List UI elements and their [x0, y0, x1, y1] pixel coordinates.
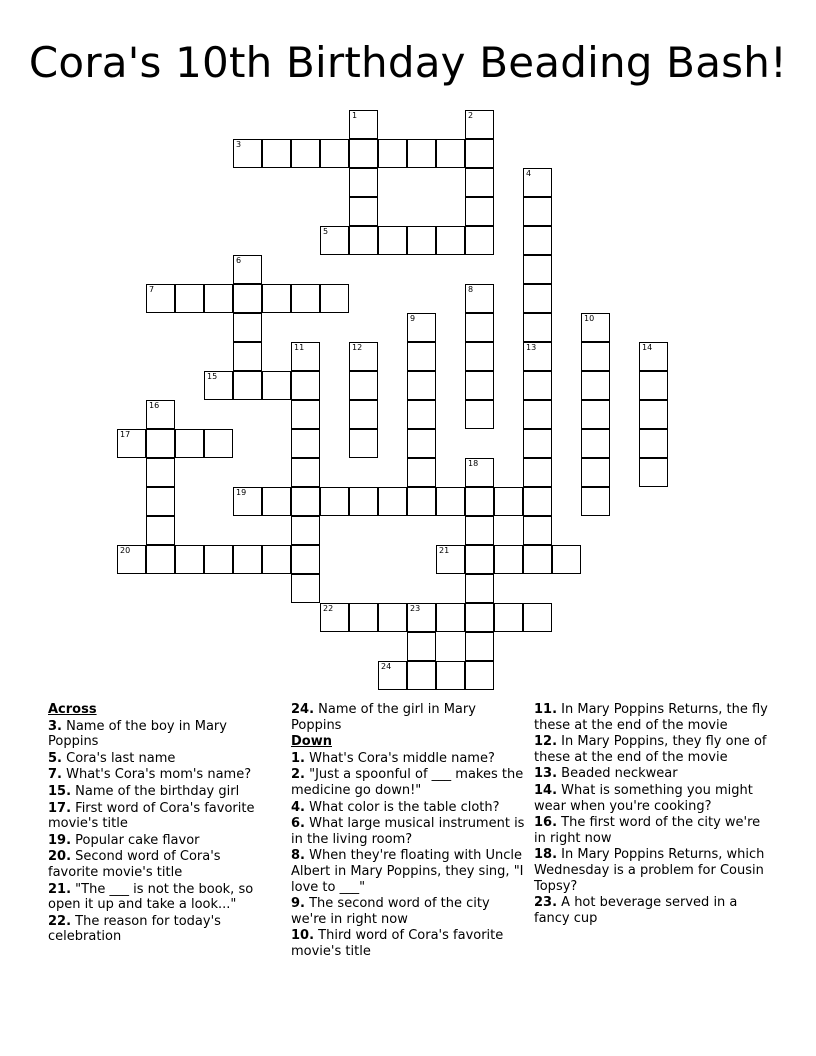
grid-cell[interactable] — [233, 255, 262, 284]
clue-text: When they're floating with Uncle Albert in Mary Poppins, they sing, "I love to ___" — [291, 848, 524, 895]
down-clue — [534, 766, 770, 782]
across-clue — [48, 801, 274, 832]
grid-cell[interactable] — [407, 603, 436, 632]
clue-number: 4. — [291, 799, 305, 815]
grid-cell[interactable] — [204, 371, 233, 400]
across-clue-list-continued — [291, 702, 527, 733]
grid-cell[interactable] — [581, 487, 610, 516]
down-clue — [534, 895, 770, 926]
grid-cell[interactable] — [465, 516, 494, 545]
down-clue — [534, 783, 770, 814]
grid-cell[interactable] — [581, 371, 610, 400]
grid-cell[interactable] — [349, 197, 378, 226]
grid-cell[interactable] — [262, 487, 291, 516]
clue-number: 14. — [534, 782, 558, 798]
grid-cell[interactable] — [291, 574, 320, 603]
across-clue — [48, 849, 274, 880]
down-clue — [534, 702, 770, 733]
clue-number: 21 — [439, 546, 450, 555]
clue-text: What is something you might wear when you're cooking? — [534, 782, 753, 814]
clue-number: 24 — [381, 662, 392, 671]
grid-cell[interactable] — [320, 603, 349, 632]
clue-text: The reason for today's celebration — [48, 913, 221, 945]
grid-cell[interactable] — [465, 545, 494, 574]
grid-cell[interactable] — [465, 632, 494, 661]
grid-cell[interactable] — [262, 284, 291, 313]
grid-cell[interactable] — [465, 487, 494, 516]
clue-number: 19. — [48, 832, 72, 848]
grid-cell[interactable] — [436, 545, 465, 574]
grid-cell[interactable] — [291, 429, 320, 458]
clues-column-3 — [534, 702, 770, 927]
grid-cell[interactable] — [175, 545, 204, 574]
clue-text: What's Cora's middle name? — [304, 750, 495, 766]
grid-cell[interactable] — [523, 371, 552, 400]
grid-cell[interactable] — [233, 139, 262, 168]
down-clue — [534, 847, 770, 894]
clue-text: The first word of the city we're in right now — [534, 815, 761, 846]
grid-cell[interactable] — [146, 400, 175, 429]
clue-text: "Just a spoonful of ___ makes the medicine go down!" — [291, 767, 524, 798]
grid-cell[interactable] — [320, 226, 349, 255]
grid-cell[interactable] — [233, 371, 262, 400]
grid-cell[interactable] — [407, 139, 436, 168]
grid-cell[interactable] — [494, 487, 523, 516]
down-clue — [291, 751, 527, 767]
grid-cell[interactable] — [320, 487, 349, 516]
clue-text: In Mary Poppins Returns, the fly these at the end of the movie — [534, 702, 768, 733]
grid-cell[interactable] — [465, 400, 494, 429]
grid-cell[interactable] — [262, 545, 291, 574]
clue-number: 7. — [48, 767, 62, 783]
grid-cell[interactable] — [233, 487, 262, 516]
grid-cell[interactable] — [552, 545, 581, 574]
grid-cell[interactable] — [175, 429, 204, 458]
clue-number: 3. — [48, 718, 62, 734]
clue-number: 1 — [352, 111, 358, 120]
clue-number: 21. — [48, 881, 72, 897]
clue-text: In Mary Poppins, they fly one of these at the end of the movie — [534, 734, 767, 765]
grid-cell[interactable] — [407, 458, 436, 487]
clue-text: Popular cake flavor — [71, 832, 200, 848]
grid-cell[interactable] — [639, 458, 668, 487]
grid-cell[interactable] — [407, 661, 436, 690]
grid-cell[interactable] — [523, 487, 552, 516]
grid-cell[interactable] — [175, 284, 204, 313]
grid-cell[interactable] — [349, 139, 378, 168]
clue-number: 6 — [236, 256, 242, 265]
grid-cell[interactable] — [523, 603, 552, 632]
grid-cell[interactable] — [523, 255, 552, 284]
grid-cell[interactable] — [639, 371, 668, 400]
grid-cell[interactable] — [436, 603, 465, 632]
clue-number: 18. — [534, 847, 558, 863]
clue-text: The second word of the city we're in right now — [291, 896, 490, 927]
clue-number: 22. — [48, 913, 72, 929]
down-clue-list-continued — [534, 702, 770, 926]
grid-cell[interactable] — [436, 661, 465, 690]
grid-cell[interactable] — [407, 487, 436, 516]
grid-cell[interactable] — [320, 284, 349, 313]
clue-text: Cora's last name — [61, 750, 176, 766]
across-clue — [48, 833, 274, 849]
across-clue — [48, 751, 274, 767]
grid-cell[interactable] — [494, 603, 523, 632]
grid-cell[interactable] — [639, 400, 668, 429]
clue-number: 15. — [48, 783, 72, 799]
grid-cell[interactable] — [523, 400, 552, 429]
clue-text: What color is the table cloth? — [304, 799, 500, 815]
clue-number: 5 — [323, 227, 329, 236]
grid-cell[interactable] — [349, 487, 378, 516]
clue-number: 23 — [410, 604, 421, 613]
clue-number: 12. — [534, 734, 558, 750]
grid-cell[interactable] — [349, 226, 378, 255]
grid-cell[interactable] — [407, 226, 436, 255]
grid-cell[interactable] — [146, 545, 175, 574]
clue-number: 10. — [291, 928, 315, 944]
grid-cell[interactable] — [146, 487, 175, 516]
grid-cell[interactable] — [146, 516, 175, 545]
down-clue — [291, 816, 527, 847]
grid-cell[interactable] — [465, 226, 494, 255]
down-clue — [291, 767, 527, 798]
grid-cell[interactable] — [291, 545, 320, 574]
clue-text: Beaded neckwear — [557, 766, 678, 782]
across-heading: Across — [48, 702, 97, 717]
clue-number: 24. — [291, 702, 315, 717]
grid-cell[interactable] — [465, 661, 494, 690]
grid-cell[interactable] — [233, 313, 262, 342]
grid-cell[interactable] — [523, 516, 552, 545]
grid-cell[interactable] — [523, 342, 552, 371]
grid-cell[interactable] — [262, 371, 291, 400]
across-clue — [48, 784, 274, 800]
clue-number: 9. — [291, 896, 305, 912]
grid-cell[interactable] — [320, 139, 349, 168]
grid-cell[interactable] — [291, 139, 320, 168]
grid-cell[interactable] — [233, 342, 262, 371]
grid-cell[interactable] — [349, 400, 378, 429]
grid-cell[interactable] — [523, 284, 552, 313]
grid-cell[interactable] — [378, 661, 407, 690]
grid-cell[interactable] — [465, 313, 494, 342]
grid-cell[interactable] — [436, 139, 465, 168]
clue-number: 17. — [48, 800, 72, 816]
grid-cell[interactable] — [204, 284, 233, 313]
clues-column-2 — [291, 702, 527, 961]
grid-cell[interactable] — [407, 342, 436, 371]
down-clue — [291, 800, 527, 816]
across-clue — [48, 914, 274, 945]
grid-cell[interactable] — [465, 603, 494, 632]
grid-cell[interactable] — [349, 110, 378, 139]
grid-cell[interactable] — [494, 545, 523, 574]
clue-number: 11 — [294, 343, 305, 352]
clue-number: 9 — [410, 314, 416, 323]
grid-cell[interactable] — [523, 458, 552, 487]
clue-number: 10 — [584, 314, 595, 323]
clue-text: A hot beverage served in a fancy cup — [534, 895, 738, 926]
clue-number: 16. — [534, 815, 558, 831]
across-clue-list — [48, 719, 274, 945]
grid-cell[interactable] — [291, 487, 320, 516]
clue-number: 4 — [526, 169, 532, 178]
grid-cell[interactable] — [378, 603, 407, 632]
grid-cell[interactable] — [407, 313, 436, 342]
grid-cell[interactable] — [581, 342, 610, 371]
clue-text: "The ___ is not the book, so open it up and take a look..." — [48, 881, 254, 913]
grid-cell[interactable] — [146, 429, 175, 458]
grid-cell[interactable] — [465, 284, 494, 313]
down-clue — [291, 928, 527, 959]
grid-cell[interactable] — [581, 400, 610, 429]
grid-cell[interactable] — [378, 226, 407, 255]
grid-cell[interactable] — [407, 632, 436, 661]
clue-number: 20. — [48, 849, 72, 865]
grid-cell[interactable] — [523, 429, 552, 458]
grid-cell[interactable] — [291, 284, 320, 313]
clue-text: Second word of Cora's favorite movie's title — [48, 849, 221, 880]
grid-cell[interactable] — [349, 342, 378, 371]
clue-number: 8. — [291, 848, 305, 864]
grid-cell[interactable] — [407, 400, 436, 429]
down-clue-list — [291, 751, 527, 960]
grid-cell[interactable] — [581, 458, 610, 487]
grid-cell[interactable] — [523, 197, 552, 226]
clue-number: 11. — [534, 702, 558, 717]
grid-cell[interactable] — [291, 400, 320, 429]
grid-cell[interactable] — [117, 545, 146, 574]
grid-cell[interactable] — [262, 139, 291, 168]
grid-cell[interactable] — [581, 313, 610, 342]
clue-number: 17 — [120, 430, 131, 439]
grid-cell[interactable] — [349, 168, 378, 197]
grid-cell[interactable] — [407, 371, 436, 400]
grid-cell[interactable] — [436, 226, 465, 255]
down-heading: Down — [291, 734, 332, 750]
grid-cell[interactable] — [291, 516, 320, 545]
across-clue — [48, 882, 274, 913]
clue-number: 16 — [149, 401, 160, 410]
clue-number: 8 — [468, 285, 474, 294]
grid-cell[interactable] — [204, 545, 233, 574]
grid-cell[interactable] — [436, 487, 465, 516]
grid-cell[interactable] — [291, 371, 320, 400]
clue-text: Third word of Cora's favorite movie's title — [291, 928, 504, 959]
grid-cell[interactable] — [465, 168, 494, 197]
grid-cell[interactable] — [639, 342, 668, 371]
clue-number: 15 — [207, 372, 218, 381]
grid-cell[interactable] — [465, 574, 494, 603]
grid-cell[interactable] — [291, 342, 320, 371]
clue-number: 18 — [468, 459, 479, 468]
clue-number: 3 — [236, 140, 242, 149]
grid-cell[interactable] — [465, 139, 494, 168]
grid-cell[interactable] — [407, 429, 436, 458]
clue-text: Name of the girl in Mary Poppins — [291, 702, 476, 733]
clue-number: 2. — [291, 767, 305, 783]
clue-number: 23. — [534, 895, 558, 911]
grid-cell[interactable] — [523, 545, 552, 574]
down-clue — [534, 734, 770, 765]
grid-cell[interactable] — [146, 284, 175, 313]
grid-cell[interactable] — [465, 342, 494, 371]
grid-cell[interactable] — [349, 371, 378, 400]
grid-cell[interactable] — [204, 429, 233, 458]
grid-cell[interactable] — [523, 226, 552, 255]
clue-text: In Mary Poppins Returns, which Wednesday is a problem for Cousin Topsy? — [534, 847, 765, 894]
clue-number: 1. — [291, 750, 305, 766]
grid-cell[interactable] — [378, 487, 407, 516]
clue-number: 19 — [236, 488, 247, 497]
grid-cell[interactable] — [465, 371, 494, 400]
grid-cell[interactable] — [378, 139, 407, 168]
clue-text: Name of the boy in Mary Poppins — [48, 718, 227, 750]
grid-cell[interactable] — [146, 458, 175, 487]
down-clue — [291, 848, 527, 895]
grid-cell[interactable] — [349, 429, 378, 458]
page-title: Cora's 10th Birthday Beading Bash! — [28, 38, 788, 87]
down-clue — [291, 896, 527, 927]
clue-number: 20 — [120, 546, 131, 555]
clue-number: 13. — [534, 766, 558, 782]
clue-number: 14 — [642, 343, 653, 352]
grid-cell[interactable] — [465, 110, 494, 139]
clue-text: Name of the birthday girl — [71, 783, 240, 799]
clue-number: 12 — [352, 343, 363, 352]
grid-cell[interactable] — [117, 429, 146, 458]
grid-cell[interactable] — [581, 429, 610, 458]
clue-text: What large musical instrument is in the living room? — [291, 816, 525, 847]
across-clue — [48, 719, 274, 750]
grid-cell[interactable] — [465, 197, 494, 226]
clue-number: 13 — [526, 343, 537, 352]
clue-number: 2 — [468, 111, 474, 120]
grid-cell[interactable] — [523, 168, 552, 197]
clue-text: First word of Cora's favorite movie's title — [48, 800, 255, 832]
across-clue — [291, 702, 527, 733]
grid-cell[interactable] — [639, 429, 668, 458]
across-clue — [48, 767, 274, 783]
clue-number: 22 — [323, 604, 334, 613]
clue-number: 7 — [149, 285, 155, 294]
grid-cell[interactable] — [233, 284, 262, 313]
clue-number: 6. — [291, 816, 305, 832]
grid-cell[interactable] — [233, 545, 262, 574]
grid-cell[interactable] — [465, 458, 494, 487]
grid-cell[interactable] — [349, 603, 378, 632]
grid-cell[interactable] — [291, 458, 320, 487]
down-clue — [534, 815, 770, 846]
clues-column-1 — [48, 702, 274, 946]
clue-text: What's Cora's mom's name? — [61, 767, 252, 783]
grid-cell[interactable] — [523, 313, 552, 342]
clue-number: 5. — [48, 750, 62, 766]
